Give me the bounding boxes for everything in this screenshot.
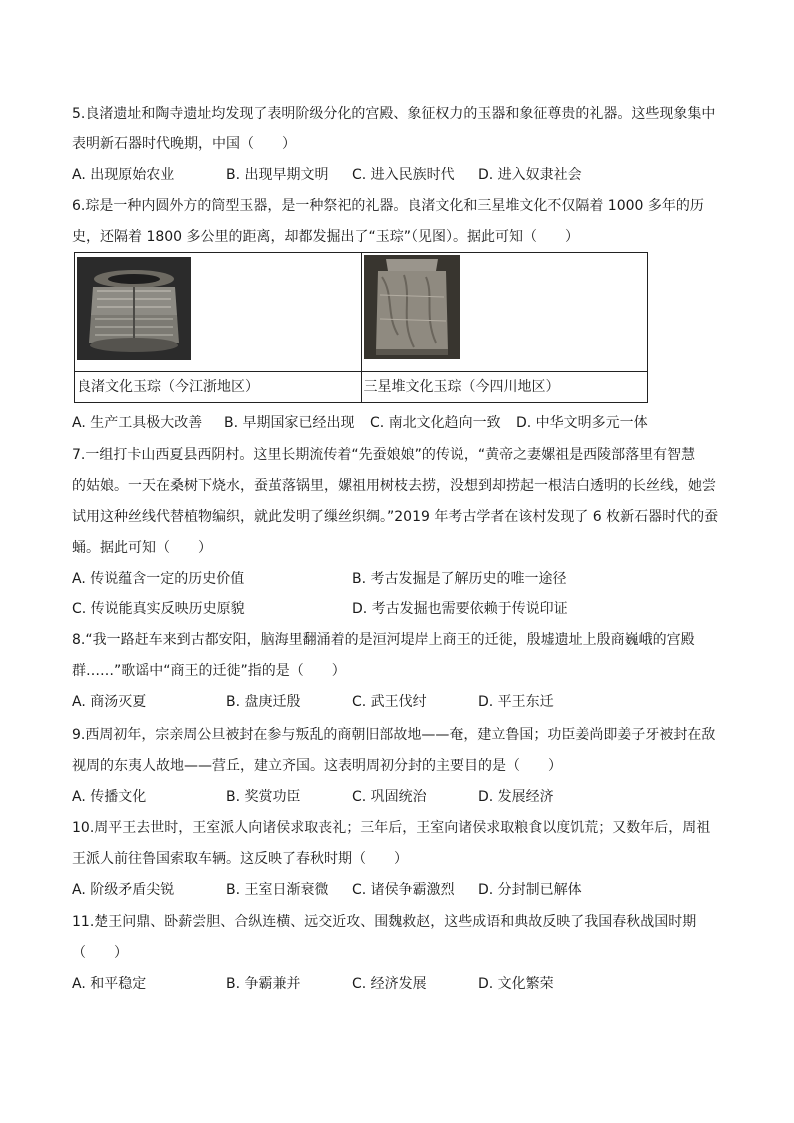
q9-stem-line2: 视周的东夷人故地——营丘，建立齐国。这表明周初分封的主要目的是（ ） [72, 758, 562, 774]
q8-stem-line1: 8.“我一路赶车来到古都安阳，脑海里翻涌着的是洹河堤岸上商王的迁徙，殷墟遗址上殷商巍峨的宫殿 [72, 632, 695, 648]
q10-stem-line2: 王派人前往鲁国索取车辆。这反映了春秋时期（ ） [72, 851, 408, 867]
q7-option-d[interactable]: D. 考古发掘也需要依赖于传说印证 [352, 601, 568, 617]
q9-option-c[interactable]: C. 巩固统治 [352, 789, 427, 805]
q6-figure-table [74, 252, 648, 403]
q5-stem-line2: 表明新石器时代晚期，中国（ ） [72, 136, 296, 152]
q6-option-c[interactable]: C. 南北文化趋向一致 [370, 415, 501, 431]
q11-option-a[interactable]: A. 和平稳定 [72, 976, 147, 992]
q6-figure-caption-liangzhu: 良渚文化玉琮（今江浙地区） [75, 372, 362, 403]
q11-option-c[interactable]: C. 经济发展 [352, 976, 427, 992]
q7-stem-line4: 蛹。据此可知（ ） [72, 540, 212, 556]
q9-option-d[interactable]: D. 发展经济 [478, 789, 554, 805]
q6-option-b[interactable]: B. 早期国家已经出现 [224, 415, 355, 431]
q10-stem-line1: 10.周平王去世时，王室派人向诸侯求取丧礼；三年后，王室向诸侯求取粮食以度饥荒；又数年后，周祖 [72, 820, 711, 836]
q6-stem-line1: 6.琮是一种内圆外方的筒型玉器，是一种祭祀的礼器。良渚文化和三星堆文化不仅隔着 1000 多年的历 [72, 198, 704, 214]
q11-stem-line1: 11.楚王问鼎、卧薪尝胆、合纵连横、远交近攻、围魏救赵，这些成语和典故反映了我国春秋战国时期 [72, 914, 697, 930]
q9-option-b[interactable]: B. 奖赏功臣 [226, 789, 301, 805]
q6-option-a[interactable]: A. 生产工具极大改善 [72, 415, 203, 431]
q9-stem-line1: 9.西周初年，宗亲周公旦被封在参与叛乱的商朝旧部故地——奄，建立鲁国；功臣姜尚即姜子牙被封在敌 [72, 727, 716, 743]
q10-option-b[interactable]: B. 王室日渐衰微 [226, 882, 329, 898]
liangzhu-jade-cong-image [77, 257, 191, 360]
q7-stem-line3: 试用这种丝线代替植物编织，就此发明了缫丝织绸。”2019 年考古学者在该村发现了 6 枚新石器时代的蚕 [72, 509, 719, 525]
q11-stem-line2: （ ） [72, 945, 128, 961]
q7-option-a[interactable]: A. 传说蕴含一定的历史价值 [72, 571, 245, 587]
q5-option-d[interactable]: D. 进入奴隶社会 [478, 167, 582, 183]
q6-figure-cell-liangzhu [75, 253, 362, 372]
q5-option-c[interactable]: C. 进入民族时代 [352, 167, 455, 183]
q7-stem-line1: 7.一组打卡山西夏县西阴村。这里长期流传着“先蚕娘娘”的传说，“黄帝之妻嫘祖是西陵部落里有智慧 [72, 447, 696, 463]
q9-option-a[interactable]: A. 传播文化 [72, 789, 147, 805]
q11-option-b[interactable]: B. 争霸兼并 [226, 976, 301, 992]
q5-stem-line1: 5.良渚遗址和陶寺遗址均发现了表明阶级分化的宫殿、象征权力的玉器和象征尊贵的礼器。这些现象集中 [72, 106, 716, 122]
q10-option-a[interactable]: A. 阶级矛盾尖锐 [72, 882, 175, 898]
q11-option-d[interactable]: D. 文化繁荣 [478, 976, 554, 992]
q6-figure-cell-sanxingdui [361, 253, 647, 372]
q7-stem-line2: 的姑娘。一天在桑树下烧水，蚕茧落锅里，嫘祖用树枝去捞，没想到却捞起一根洁白透明的长丝线，她尝 [72, 478, 716, 494]
q8-option-c[interactable]: C. 武王伐纣 [352, 694, 427, 710]
q8-stem-line2: 群……”歌谣中“商王的迁徙”指的是（ ） [72, 663, 346, 679]
q6-stem-line2: 史，还隔着 1800 多公里的距离，却都发掘出了“玉琮”（见图）。据此可知（ ） [72, 229, 580, 245]
q7-option-c[interactable]: C. 传说能真实反映历史原貌 [72, 601, 245, 617]
q8-option-a[interactable]: A. 商汤灭夏 [72, 694, 147, 710]
sanxingdui-jade-cong-image [364, 255, 460, 359]
q10-option-c[interactable]: C. 诸侯争霸激烈 [352, 882, 455, 898]
q6-option-d[interactable]: D. 中华文明多元一体 [516, 415, 648, 431]
q5-option-a[interactable]: A. 出现原始农业 [72, 167, 175, 183]
q7-option-b[interactable]: B. 考古发掘是了解历史的唯一途径 [352, 571, 567, 587]
q5-option-b[interactable]: B. 出现早期文明 [226, 167, 329, 183]
q6-figure-caption-sanxingdui: 三星堆文化玉琮（今四川地区） [361, 372, 647, 403]
q10-option-d[interactable]: D. 分封制已解体 [478, 882, 582, 898]
q8-option-b[interactable]: B. 盘庚迁殷 [226, 694, 301, 710]
q8-option-d[interactable]: D. 平王东迁 [478, 694, 554, 710]
